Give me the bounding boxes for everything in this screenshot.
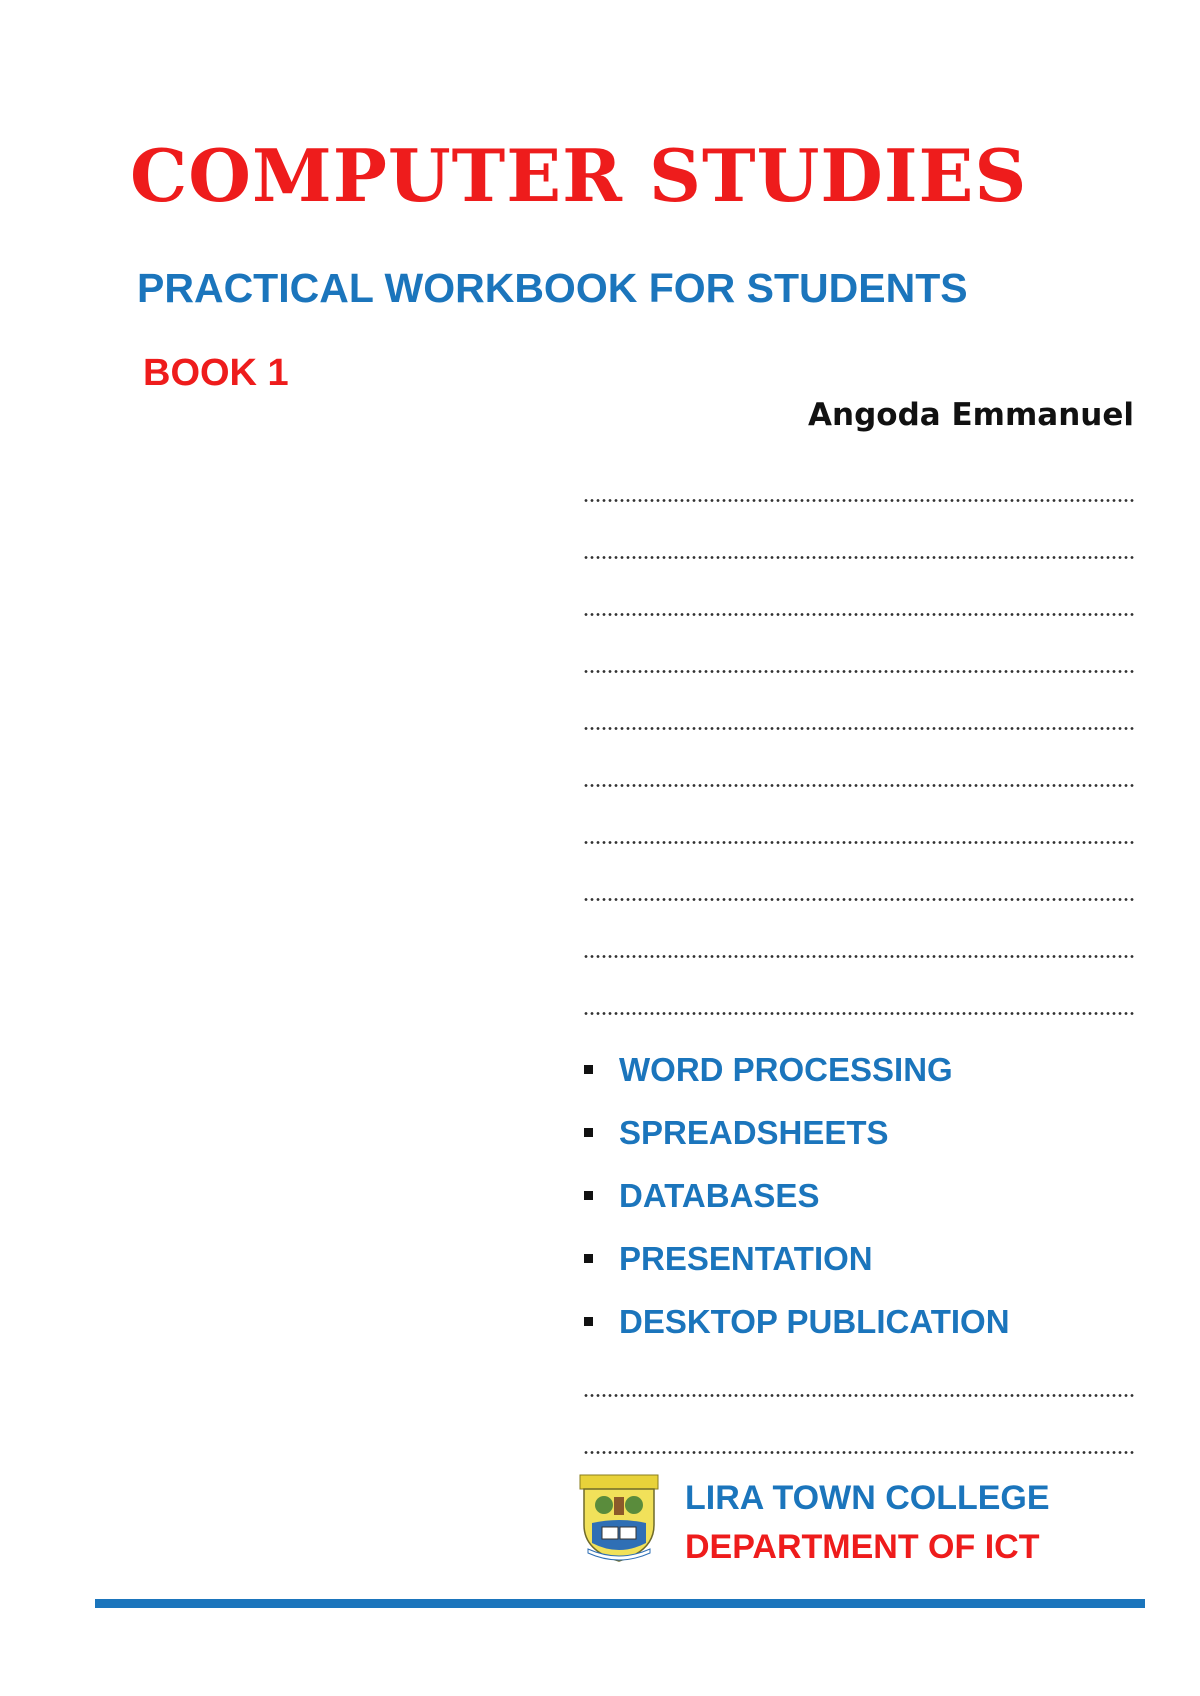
- topic-label: DESKTOP PUBLICATION: [619, 1302, 1010, 1340]
- square-bullet-icon: [584, 1191, 593, 1200]
- dotted-line: [583, 955, 1136, 958]
- author-name: Angoda Emmanuel: [808, 397, 1134, 433]
- square-bullet-icon: [584, 1128, 593, 1137]
- dotted-line: [583, 613, 1136, 616]
- dotted-line: [583, 670, 1136, 673]
- dotted-line: [583, 1394, 1136, 1397]
- dotted-line: [583, 499, 1136, 502]
- square-bullet-icon: [584, 1254, 593, 1263]
- topic-list: [584, 1038, 1010, 1353]
- dotted-line: [583, 556, 1136, 559]
- topic-item: [584, 1038, 1010, 1101]
- dotted-line: [583, 898, 1136, 901]
- topic-label: DATABASES: [619, 1176, 820, 1214]
- topic-label: PRESENTATION: [619, 1239, 873, 1277]
- dotted-line: [583, 784, 1136, 787]
- department-name: DEPARTMENT OF ICT: [685, 1528, 1040, 1566]
- school-crest-icon: [578, 1473, 660, 1563]
- dotted-line: [583, 841, 1136, 844]
- topic-label: SPREADSHEETS: [619, 1113, 889, 1151]
- topic-item: [584, 1101, 1010, 1164]
- topic-item: [584, 1290, 1010, 1353]
- dotted-line: [583, 1012, 1136, 1015]
- topic-item: [584, 1164, 1010, 1227]
- footer-rule: [95, 1599, 1145, 1608]
- square-bullet-icon: [584, 1065, 593, 1074]
- college-name: LIRA TOWN COLLEGE: [685, 1479, 1050, 1517]
- cover-title: COMPUTER STUDIES: [130, 133, 1028, 218]
- dotted-line: [583, 1451, 1136, 1454]
- topic-item: [584, 1227, 1010, 1290]
- topic-label: WORD PROCESSING: [619, 1050, 953, 1088]
- book-number: BOOK 1: [143, 352, 289, 394]
- square-bullet-icon: [584, 1317, 593, 1326]
- cover-subtitle: PRACTICAL WORKBOOK FOR STUDENTS: [137, 265, 968, 311]
- dotted-line: [583, 727, 1136, 730]
